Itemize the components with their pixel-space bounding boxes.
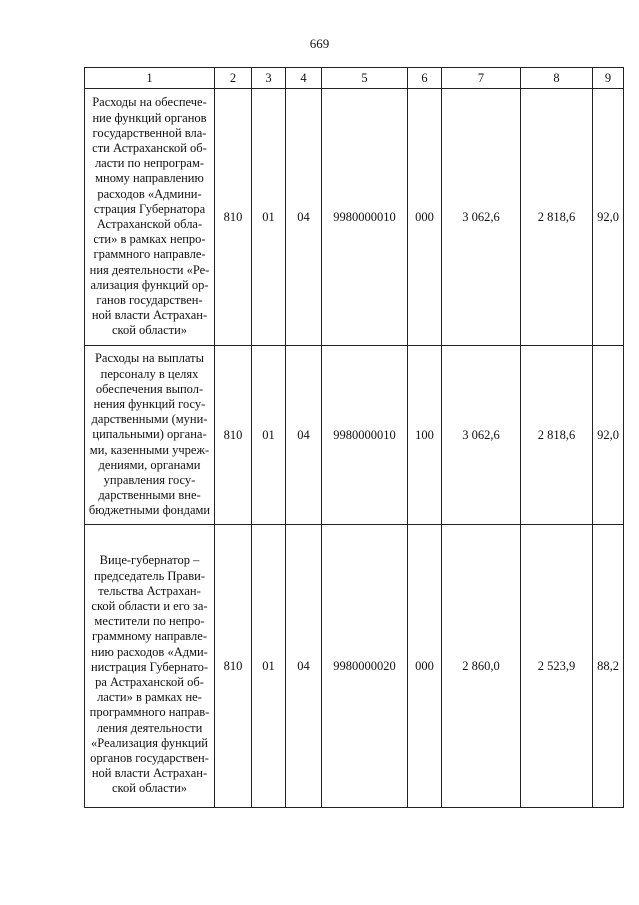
column-header: 8 [521,68,593,89]
cell-c3: 01 [252,89,286,346]
cell-c5: 9980000010 [322,89,408,346]
cell-c7: 3 062,6 [442,346,521,525]
cell-c6: 000 [408,89,442,346]
column-header: 2 [215,68,252,89]
column-header: 1 [85,68,215,89]
table-row [85,525,624,808]
page-number: 669 [309,36,330,51]
column-header: 9 [593,68,624,89]
cell-c8: 2 818,6 [521,346,593,525]
column-header: 7 [442,68,521,89]
column-header: 5 [322,68,408,89]
row-description: Расходы на обеспече- ние функций органов государственной вла- сти Астраханской об- ласти по непрограм- мному направлению расходов «Админи- страция Губернатора Астраханской обла- сти» в рамках непро- граммного направле- ния деятельности «Ре- ализация функций ор- ганов государствен- ной власти Астрахан- ской области» [85,89,215,346]
table-row [85,346,624,525]
cell-c2: 810 [215,525,252,808]
column-header: 6 [408,68,442,89]
cell-c6: 000 [408,525,442,808]
cell-c7: 3 062,6 [442,89,521,346]
cell-c9: 88,2 [593,525,624,808]
cell-c4: 04 [286,89,322,346]
cell-c3: 01 [252,346,286,525]
cell-c8: 2 523,9 [521,525,593,808]
header-row [85,68,624,89]
cell-c4: 04 [286,346,322,525]
cell-c9: 92,0 [593,89,624,346]
cell-c8: 2 818,6 [521,89,593,346]
cell-c4: 04 [286,525,322,808]
column-header: 3 [252,68,286,89]
cell-c9: 92,0 [593,346,624,525]
column-header: 4 [286,68,322,89]
cell-c3: 01 [252,525,286,808]
cell-c2: 810 [215,346,252,525]
table-row [85,89,624,346]
cell-c5: 9980000020 [322,525,408,808]
budget-table [84,67,624,808]
cell-c2: 810 [215,89,252,346]
row-description: Расходы на выплаты персоналу в целях обеспечения выпол- нения функций госу- дарственными (муни- ципальными) органа- ми, казенными учреж- дениями, органами управления госу- дарственными вне- бюджетными фондами [85,346,215,525]
cell-c6: 100 [408,346,442,525]
row-description: Вице-губернатор – председатель Прави- тельства Астрахан- ской области и его за- местители по непро- граммному направле- нию расходов «Адми- нистрация Губернато- ра Астраханской об- ласти» в рамках не- программного направ- ления деятельности «Реализация функций органов государствен- ной власти Астрахан- ской области» [85,525,215,808]
cell-c5: 9980000010 [322,346,408,525]
cell-c7: 2 860,0 [442,525,521,808]
